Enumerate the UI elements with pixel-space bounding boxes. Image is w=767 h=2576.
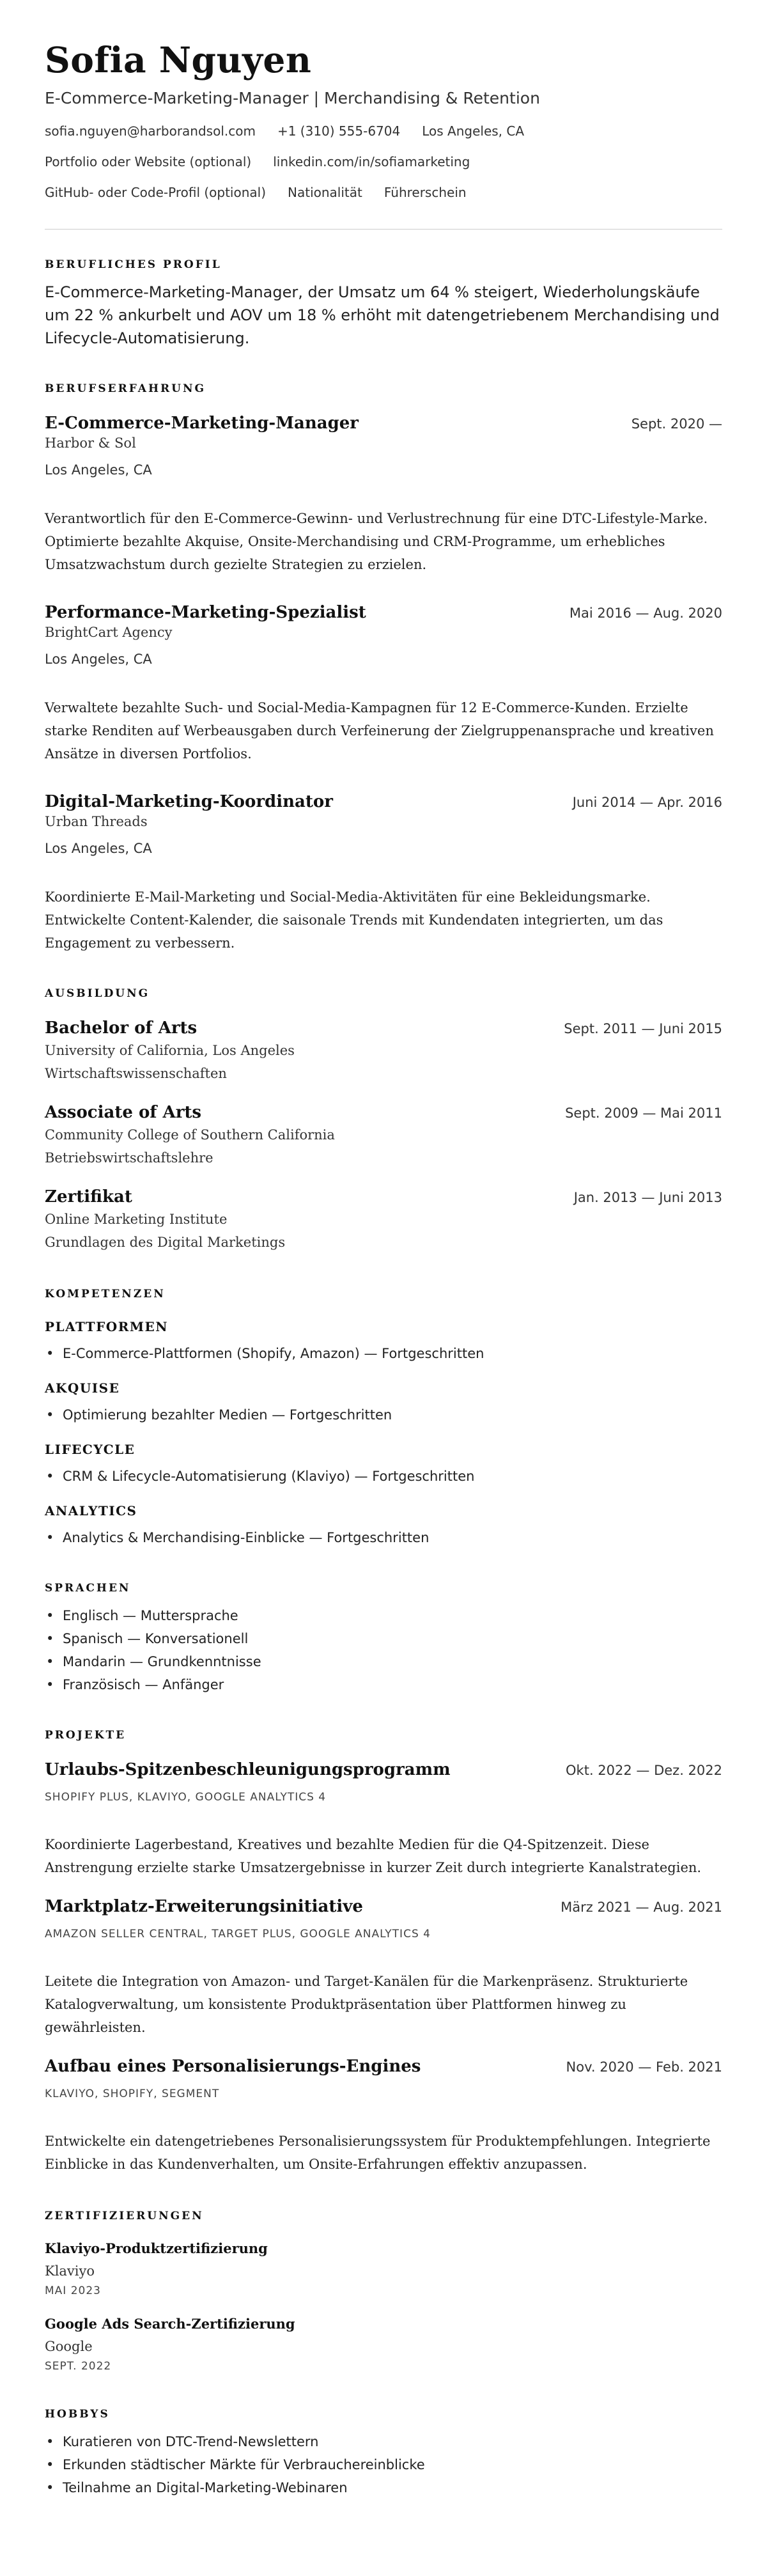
contact-license: Führerschein [384, 185, 467, 200]
skill-item: • Optimierung bezahlter Medien — Fortgeschritten [45, 1403, 722, 1426]
skill-category-name: ANALYTICS [45, 1503, 137, 1518]
experience-location: Los Angeles, CA [45, 652, 152, 667]
certification-date: SEPT. 2022 [45, 2360, 112, 2373]
experience-entry [45, 412, 722, 576]
education-entry-head [45, 1102, 722, 1123]
certification-entry [45, 2315, 722, 2374]
section-experience [45, 382, 722, 955]
project-entry [45, 2056, 722, 2176]
education-entry [45, 1017, 722, 1085]
certification-name: Google Ads Search-Zertifizierung [45, 2316, 295, 2332]
project-description: Koordinierte Lagerbestand, Kreatives und bezahlte Medien für die Q4-Spitzenzeit. Diese Anstrengung erzielte starke Umsatzergebnisse in kurzer Zeit durch integrierte Kanalstrategien. [45, 1837, 702, 1875]
language-item: • Spanisch — Konversationell [45, 1627, 722, 1650]
education-dates: Sept. 2011 — Juni 2015 [564, 1021, 722, 1036]
certification-issuer: Google [45, 2339, 93, 2354]
resume-header [45, 40, 722, 201]
skill-list [45, 1342, 722, 1365]
contact-row-2 [45, 153, 722, 170]
certification-entry [45, 2240, 722, 2299]
language-item: • Französisch — Anfänger [45, 1673, 722, 1696]
project-dates: März 2021 — Aug. 2021 [561, 1900, 722, 1915]
experience-description: Verantwortlich für den E-Commerce-Gewinn- und Verlustrechnung für eine DTC-Lifestyle-Marke. Optimierte bezahlte Akquise, Onsite-Merchandising und CRM-Programme, um erhebliches Umsatzwachstum durch gezielte Strategien zu erzielen. [45, 511, 708, 572]
section-title-projects: PROJEKTE [45, 1729, 127, 1742]
section-title-hobbies: HOBBYS [45, 2408, 110, 2421]
hobby-item: • Erkunden städtischer Märkte für Verbrauchereinblicke [45, 2453, 722, 2476]
experience-dates: Juni 2014 — Apr. 2016 [572, 795, 722, 810]
experience-company: BrightCart Agency [45, 625, 173, 640]
project-dates: Okt. 2022 — Dez. 2022 [566, 1763, 722, 1778]
skill-item: • E-Commerce-Plattformen (Shopify, Amazon) — Fortgeschritten [45, 1342, 722, 1365]
experience-role: Digital-Marketing-Koordinator [45, 792, 333, 811]
education-entry [45, 1186, 722, 1254]
contact-row-1 [45, 123, 722, 139]
education-school: University of California, Los Angeles [45, 1043, 295, 1058]
education-entry-head [45, 1186, 722, 1208]
section-skills [45, 1287, 722, 1549]
contact-nationality: Nationalität [288, 185, 362, 200]
project-entry-head [45, 1759, 722, 1781]
project-name: Urlaubs-Spitzenbeschleunigungsprogramm [45, 1760, 451, 1779]
section-profile [45, 258, 722, 350]
header-divider [45, 229, 722, 230]
skill-category-name: LIFECYCLE [45, 1442, 136, 1457]
language-list [45, 1604, 722, 1696]
certification-date: MAI 2023 [45, 2284, 101, 2297]
education-entry [45, 1102, 722, 1169]
section-hobbies [45, 2407, 722, 2499]
project-entry-head [45, 2056, 722, 2077]
project-name: Aufbau eines Personalisierungs-Engines [45, 2057, 421, 2076]
project-description: Entwickelte ein datengetriebenes Personalisierungssystem für Produktempfehlungen. Integrierte Einblicke in das Kundenverhalten, um Onsite-Erfahrungen effektiv anzupassen. [45, 2134, 711, 2172]
skill-item: • Analytics & Merchandising-Einblicke — Fortgeschritten [45, 1526, 722, 1549]
project-entry-head [45, 1896, 722, 1917]
hobby-item: • Teilnahme an Digital-Marketing-Webinaren [45, 2476, 722, 2499]
section-title-experience: BERUFSERFAHRUNG [45, 382, 206, 395]
experience-role: E-Commerce-Marketing-Manager [45, 414, 359, 433]
candidate-headline: E-Commerce-Marketing-Manager | Merchandising & Retention [45, 89, 540, 107]
experience-entry [45, 602, 722, 765]
contact-row-3 [45, 184, 722, 201]
experience-company: Urban Threads [45, 814, 148, 829]
contact-linkedin[interactable]: linkedin.com/in/sofiamarketing [273, 154, 470, 169]
skill-list [45, 1526, 722, 1549]
experience-entry [45, 791, 722, 955]
contact-location: Los Angeles, CA [422, 123, 525, 139]
project-tags: KLAVIYO, SHOPIFY, SEGMENT [45, 2088, 220, 2100]
skill-category [45, 1440, 722, 1488]
section-certifications [45, 2209, 722, 2374]
education-degree: Associate of Arts [45, 1103, 202, 1122]
candidate-name: Sofia Nguyen [45, 39, 312, 81]
education-entry-head [45, 1017, 722, 1039]
experience-company: Harbor & Sol [45, 435, 136, 451]
skill-item: • CRM & Lifecycle-Automatisierung (Klaviyo) — Fortgeschritten [45, 1465, 722, 1488]
hobby-list [45, 2430, 722, 2499]
section-title-education: AUSBILDUNG [45, 987, 150, 1000]
language-item: • Englisch — Muttersprache [45, 1604, 722, 1627]
skill-list [45, 1403, 722, 1426]
experience-entry-head [45, 602, 722, 623]
education-school: Community College of Southern California [45, 1127, 335, 1143]
education-school: Online Marketing Institute [45, 1212, 228, 1227]
project-dates: Nov. 2020 — Feb. 2021 [566, 2059, 722, 2075]
section-title-languages: SPRACHEN [45, 1582, 131, 1595]
education-field: Grundlagen des Digital Marketings [45, 1235, 286, 1250]
contact-portfolio[interactable]: Portfolio oder Website (optional) [45, 154, 252, 169]
project-entry [45, 1896, 722, 2039]
project-description: Leitete die Integration von Amazon- und Target-Kanälen für die Markenpräsenz. Strukturierte Katalogverwaltung, um konsistente Produktpräsentation über Plattformen hinweg zu gewährleisten. [45, 1974, 688, 2035]
education-dates: Sept. 2009 — Mai 2011 [565, 1105, 722, 1121]
contact-phone[interactable]: +1 (310) 555-6704 [277, 123, 401, 139]
profile-summary: E-Commerce-Marketing-Manager, der Umsatz um 64 % steigert, Wiederholungskäufe um 22 % ankurbelt und AOV um 18 % erhöht mit datengetriebenem Merchandising und Lifecycle-Automatisierung. [45, 283, 720, 347]
education-field: Betriebswirtschaftslehre [45, 1150, 213, 1166]
section-title-skills: KOMPETENZEN [45, 1288, 166, 1300]
experience-role: Performance-Marketing-Spezialist [45, 603, 366, 622]
experience-description: Koordinierte E-Mail-Marketing und Social-Media-Aktivitäten für eine Bekleidungsmarke. Entwickelte Content-Kalender, die saisonale Trends mit Kundendaten integrierten, um das Engagement zu verbessern. [45, 889, 663, 951]
hobby-item: • Kuratieren von DTC-Trend-Newslettern [45, 2430, 722, 2453]
experience-description: Verwaltete bezahlte Such- und Social-Media-Kampagnen für 12 E-Commerce-Kunden. Erzielte starke Renditen auf Werbeausgaben durch Verfeinerung der Zielgruppenansprache und kreativen Ansätze in diversen Portfolios. [45, 700, 714, 761]
certification-issuer: Klaviyo [45, 2263, 95, 2279]
skill-category-name: PLATTFORMEN [45, 1319, 168, 1334]
certification-name: Klaviyo-Produktzertifizierung [45, 2240, 268, 2256]
language-item: • Mandarin — Grundkenntnisse [45, 1650, 722, 1673]
education-field: Wirtschaftswissenschaften [45, 1066, 227, 1081]
skill-list [45, 1465, 722, 1488]
section-languages [45, 1581, 722, 1696]
skill-category [45, 1379, 722, 1426]
project-name: Marktplatz-Erweiterungsinitiative [45, 1897, 363, 1916]
skill-category [45, 1502, 722, 1549]
experience-entry-head [45, 412, 722, 434]
contact-github[interactable]: GitHub- oder Code-Profil (optional) [45, 185, 267, 200]
skill-category-name: AKQUISE [45, 1380, 120, 1396]
section-education [45, 987, 722, 1254]
education-degree: Bachelor of Arts [45, 1019, 198, 1038]
skill-category [45, 1318, 722, 1365]
experience-dates: Mai 2016 — Aug. 2020 [569, 605, 722, 621]
section-title-profile: BERUFLICHES PROFIL [45, 258, 222, 271]
project-tags: AMAZON SELLER CENTRAL, TARGET PLUS, GOOGLE ANALYTICS 4 [45, 1928, 431, 1940]
section-title-certifications: ZERTIFIZIERUNGEN [45, 2210, 204, 2222]
education-degree: Zertifikat [45, 1187, 132, 1206]
contact-email[interactable]: sofia.nguyen@harborandsol.com [45, 123, 256, 139]
experience-location: Los Angeles, CA [45, 841, 152, 856]
section-projects [45, 1728, 722, 2176]
education-dates: Jan. 2013 — Juni 2013 [573, 1190, 722, 1205]
project-entry [45, 1759, 722, 1879]
project-tags: SHOPIFY PLUS, KLAVIYO, GOOGLE ANALYTICS 4 [45, 1791, 327, 1804]
experience-location: Los Angeles, CA [45, 462, 152, 478]
experience-entry-head [45, 791, 722, 813]
experience-dates: Sept. 2020 — [631, 416, 722, 432]
